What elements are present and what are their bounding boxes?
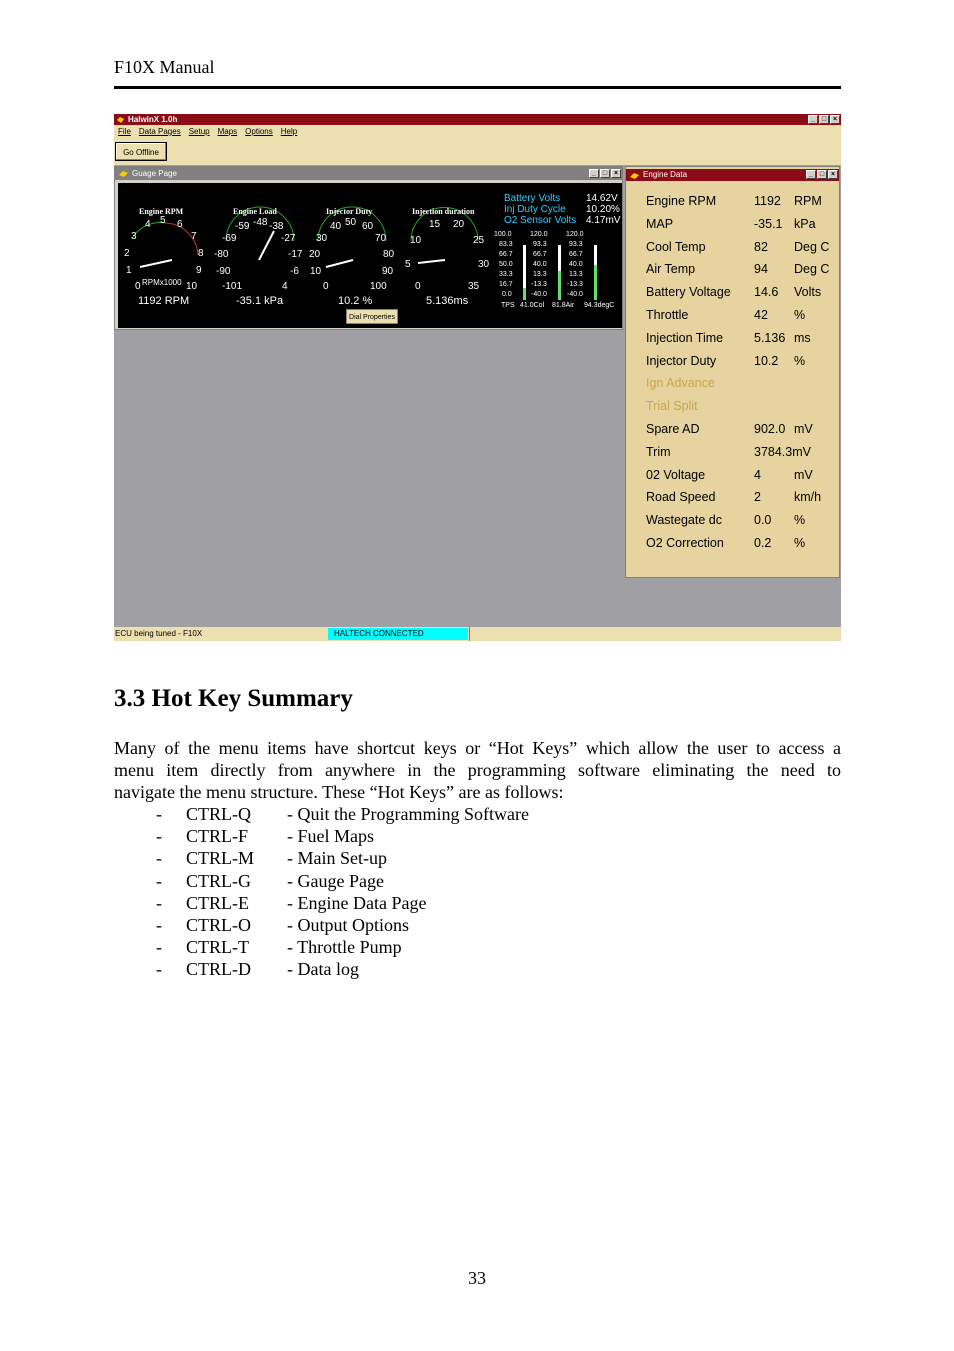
duration-tick: 35 [468,281,480,292]
duty-tick: 50 [345,217,357,228]
toolbar [114,139,841,165]
menu-data-pages[interactable]: Data Pages [138,127,181,136]
menu-setup[interactable]: Setup [188,127,210,136]
status-divider [469,627,470,641]
air-scale: 13.3 [569,271,583,278]
status-bar [114,627,841,641]
engine-data-value: -35.1 [754,216,783,231]
duration-value: 5.136ms [426,295,469,307]
engine-close-button[interactable]: × [828,170,838,179]
rpm-tick: 8 [198,248,204,259]
engine-data-unit: % [794,308,806,322]
list-bullet: - [156,892,162,913]
gauge-window-title-bar [115,167,622,180]
duration-tick: 25 [473,235,485,246]
hotkey-key: CTRL-O [186,915,251,935]
load-tick: -101 [222,281,243,292]
engine-data-row [646,283,822,301]
gauge-maximize-button[interactable]: □ [600,169,610,178]
hotkey-description: - Data log [287,959,359,980]
col-scale: -13.3 [531,281,547,288]
dial-properties-button[interactable]: Dial Properties [346,309,398,324]
engine-data-unit: % [794,353,806,368]
load-tick: -6 [290,266,299,277]
engine-data-unit: RPM [794,194,822,208]
engine-data-row [646,443,811,461]
go-offline-button[interactable]: Go Offline [115,142,167,161]
hotkey-description: - Main Set-up [287,848,387,869]
engine-data-label: Battery Voltage [646,285,731,300]
inj-duty-value: 10.20% [586,204,620,215]
duration-tick: 5 [405,259,411,270]
rpm-tick: 6 [177,219,183,230]
hotkey-key: CTRL-M [186,848,255,869]
engine-data-value: 4 [754,467,761,482]
engine-data-value: 1192 [754,194,781,208]
engine-data-label: Engine RPM [646,194,717,208]
list-bullet: - [156,804,162,824]
gauge-window [114,166,623,330]
duty-tick: 20 [309,249,321,260]
engine-data-unit: mV [794,422,813,436]
battery-volts-label: Battery Volts [504,193,561,204]
load-tick: -17 [288,249,303,260]
engine-data-unit: Deg C [794,262,830,277]
engine-data-label: Wastegate dc [646,513,722,528]
load-needle [259,231,274,260]
engine-data-value: 0.2 [754,536,772,550]
engine-data-label: Injector Duty [646,353,717,368]
duty-gauge-title: Injector Duty [326,207,373,216]
engine-minimize-button[interactable]: _ [806,170,816,179]
air-scale: 40.0 [569,261,583,268]
intro-paragraph [114,737,841,803]
hotkey-key: CTRL-G [186,870,251,891]
o2-volts-value: 4.17mV [586,215,621,226]
engine-data-title: Engine Data [643,170,688,179]
section-heading: 3.3 Hot Key Summary [114,685,353,712]
duty-tick: 0 [323,281,329,292]
load-gauge-title: Engine Load [233,207,277,216]
rpm-tick: 7 [191,231,197,242]
list-bullet: - [156,937,162,958]
tps-scale: 66.7 [499,251,513,258]
engine-data-row [646,374,715,392]
running-header: F10X Manual [114,57,215,77]
rpm-tick: 5 [160,215,166,226]
engine-data-unit: mV [794,467,813,482]
list-bullet: - [156,826,162,847]
engine-data-title-bar [626,169,839,181]
hotkey-key: CTRL-F [186,826,249,847]
engine-data-unit: km/h [794,490,822,505]
engine-data-label: Trial Split [646,399,698,414]
col-scale: 40.0 [533,261,547,268]
rpm-unit-label: RPMx1000 [142,278,182,287]
duty-tick: 70 [375,233,387,244]
engine-data-row [646,215,816,233]
engine-data-label: 02 Voltage [646,467,706,482]
close-button[interactable]: × [830,115,840,124]
col-scale: 13.3 [533,271,547,278]
gauge-window-icon [118,169,129,178]
app-icon [116,115,125,124]
engine-data-unit: % [794,513,806,528]
duration-tick: 20 [453,219,465,230]
duty-tick: 40 [330,221,342,232]
engine-window-icon [629,171,640,180]
engine-data-value: 902.0 [754,422,786,436]
col-scale: 120.0 [530,231,548,238]
air-scale: 93.3 [569,241,583,248]
tps-scale: 100.0 [494,231,512,238]
page-number: 33 [468,1268,486,1288]
hotkey-key: CTRL-T [186,937,249,958]
rpm-tick: 0 [135,281,141,292]
duration-tick: 10 [410,235,422,246]
inj-duty-label: Inj Duty Cycle [504,204,566,215]
engine-data-value: 0.0 [754,513,772,528]
paragraph-line: menu item directly from anywhere in the programming software eliminating the need to [114,760,841,780]
engine-data-row [646,238,830,256]
engine-data-row [646,306,806,324]
engine-data-label: Cool Temp [646,239,706,254]
engine-data-label: Trim [646,444,671,459]
app-title: HalwinX 1.0h [128,115,178,124]
duty-value: 10.2 % [338,295,373,307]
load-tick: -69 [222,233,237,244]
engine-data-unit: Deg C [794,239,830,254]
load-tick: -38 [269,221,284,232]
engine-data-row [646,352,806,370]
load-tick: -48 [253,217,268,228]
bar-footer-deg: 94.3degC [584,302,615,309]
col-scale: -40.0 [531,291,547,298]
minimize-button[interactable]: _ [808,115,818,124]
duty-tick: 80 [383,249,395,260]
engine-data-value: 14.6 [754,285,779,300]
engine-data-row [646,488,822,506]
load-tick: -59 [235,221,250,232]
hotkey-description: - Gauge Page [287,870,384,891]
engine-data-value: 10.2 [754,353,779,368]
load-tick: -80 [214,249,229,260]
rpm-needle [140,260,172,267]
list-bullet: - [156,915,162,935]
tps-scale: 0.0 [502,291,512,298]
duration-needle [418,260,445,263]
menu-maps[interactable]: Maps [217,127,238,136]
engine-data-value: 5.136 [754,330,786,345]
engine-data-row [646,192,822,210]
hotkey-description: - Fuel Maps [287,826,374,847]
engine-data-value: 3784.3mV [754,444,811,459]
bar-footer-air: 81.8Air [552,302,575,309]
engine-data-label: MAP [646,216,674,231]
engine-data-label: Throttle [646,308,689,322]
paragraph-line: Many of the menu items have shortcut keys or “Hot Keys” which allow the user to access a [114,738,841,758]
rpm-tick: 1 [126,265,132,276]
hotkey-key: CTRL-Q [186,804,251,824]
load-tick: 4 [282,281,288,292]
menu-options[interactable]: Options [245,127,273,136]
menu-help[interactable]: Help [280,127,298,136]
engine-data-row [646,534,806,552]
list-bullet: - [156,848,162,869]
connection-status: HALTECH CONNECTED [328,628,468,640]
bar-footer-tps: TPS [501,302,515,309]
engine-data-label: Injection Time [646,330,724,345]
engine-data-row [646,329,811,347]
load-tick: -90 [216,266,231,277]
hotkey-description: - Throttle Pump [287,937,402,958]
status-text: ECU being tuned - F10X [115,629,203,638]
gauge-close-button[interactable]: × [611,169,621,178]
engine-data-value: 2 [754,490,761,505]
engine-data-label: Ign Advance [646,376,715,391]
engine-data-unit: % [794,536,806,550]
air-scale: 120.0 [566,231,584,238]
col-scale: 93.3 [533,241,547,248]
duty-tick: 90 [382,266,394,277]
maximize-button[interactable]: □ [819,115,829,124]
bar-footer-col: 41.0Col [520,302,545,309]
engine-data-window [625,166,840,578]
list-bullet: - [156,870,162,891]
duty-tick: 30 [316,233,328,244]
o2-volts-label: O2 Sensor Volts [504,215,577,226]
engine-data-row [646,420,813,438]
duty-tick: 100 [370,281,387,292]
air-scale: -40.0 [567,291,583,298]
hotkey-key: CTRL-D [186,959,251,980]
duty-tick: 60 [362,221,374,232]
tps-scale: 33.3 [499,271,513,278]
header-rule [114,86,841,89]
engine-data-value: 94 [754,262,768,277]
duration-tick: 30 [478,259,490,270]
hotkey-description: - Engine Data Page [287,892,427,913]
engine-data-unit: ms [794,330,811,345]
air-scale: 66.7 [569,251,583,258]
rpm-tick: 10 [186,281,198,292]
engine-data-unit: kPa [794,216,816,231]
paragraph-line: navigate the menu structure. These “Hot Keys” are as follows: [114,782,564,802]
engine-data-row [646,511,806,529]
tps-scale: 83.3 [499,241,513,248]
tps-scale: 16.7 [499,281,513,288]
duration-tick: 15 [429,219,441,230]
engine-data-value: 42 [754,308,768,322]
hotkey-description: - Output Options [287,915,410,935]
software-screenshot [114,114,841,641]
hotkey-description: - Quit the Programming Software [287,804,529,824]
rpm-tick: 3 [131,231,137,242]
engine-data-row [646,260,830,278]
app-title-bar [114,114,841,125]
gauge-minimize-button[interactable]: _ [589,169,599,178]
load-tick: -27 [281,233,296,244]
engine-data-label: Road Speed [646,490,716,505]
rpm-gauge-title: Engine RPM [139,207,184,216]
menu-bar [114,125,841,139]
engine-data-row [646,397,698,415]
engine-data-row [646,466,813,484]
duration-tick: 0 [415,281,421,292]
rpm-tick: 2 [124,248,130,259]
engine-data-label: Spare AD [646,422,700,436]
engine-data-unit: Volts [794,285,822,300]
engine-data-label: O2 Correction [646,536,724,550]
air-scale: -13.3 [567,281,583,288]
duty-tick: 10 [310,266,322,277]
list-bullet: - [156,959,162,980]
duty-needle [326,260,353,267]
engine-data-value: 82 [754,239,768,254]
rpm-tick: 4 [145,219,151,230]
hotkey-key: CTRL-E [186,892,249,913]
tps-scale: 50.0 [499,261,513,268]
rpm-value: 1192 RPM [138,295,190,307]
rpm-tick: 9 [196,265,202,276]
gauge-panel [118,183,622,328]
engine-maximize-button[interactable]: □ [817,170,827,179]
col-scale: 66.7 [533,251,547,258]
battery-volts-value: 14.62V [586,193,618,204]
menu-file[interactable]: File [118,127,131,136]
gauge-window-title: Guage Page [132,169,177,178]
engine-data-label: Air Temp [646,262,696,277]
duration-gauge-title: Injection duration [412,207,475,216]
load-value: -35.1 kPa [236,295,284,307]
